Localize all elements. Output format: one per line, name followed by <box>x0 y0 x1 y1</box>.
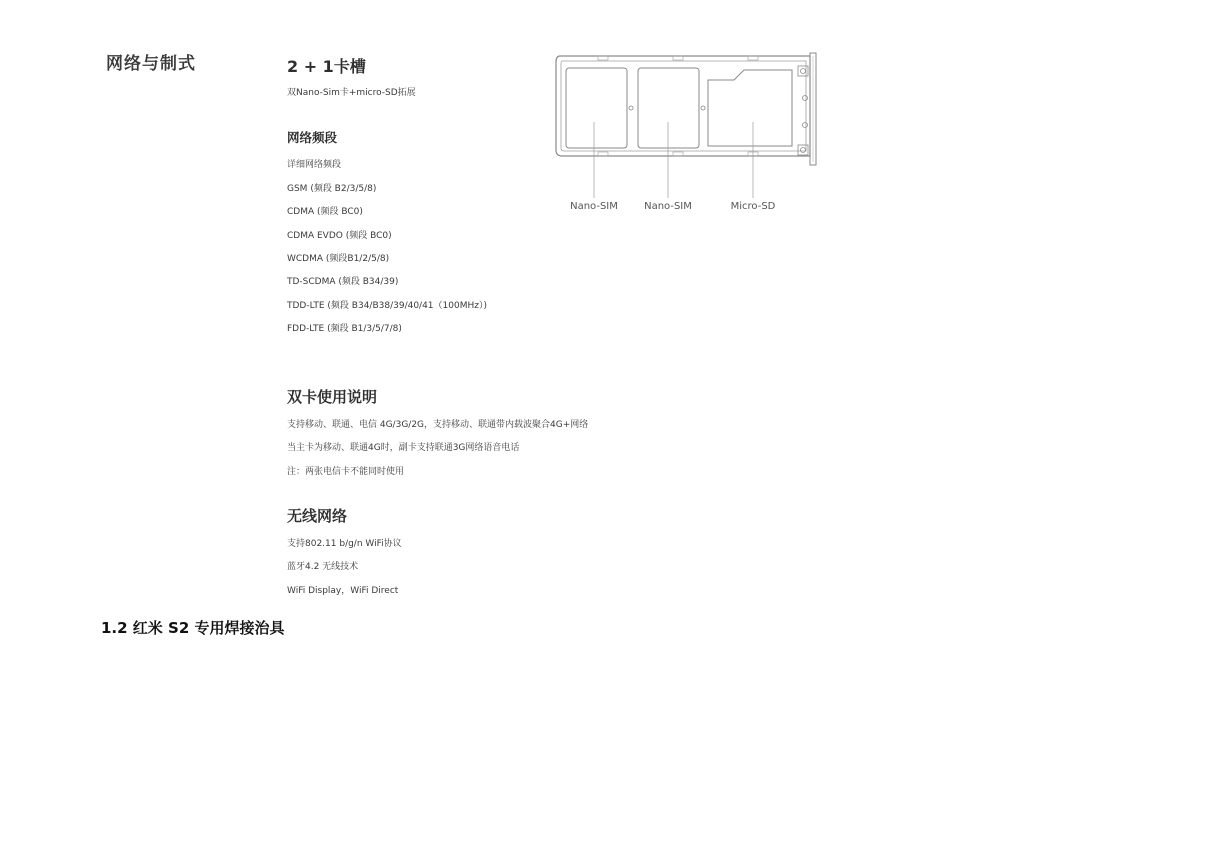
bands-line: 详细网络频段 <box>287 160 342 170</box>
section-title: 网络与制式 <box>106 54 196 74</box>
bands-line: FDD-LTE (频段 B1/3/5/7/8) <box>287 324 402 334</box>
wireless-line: 支持802.11 b/g/n WiFi协议 <box>287 539 402 549</box>
bands-line: CDMA EVDO (频段 BC0) <box>287 231 392 241</box>
wireless-line: 蓝牙4.2 无线技术 <box>287 562 359 572</box>
bands-line: TDD-LTE (频段 B34/B38/39/40/41（100MHz）) <box>287 301 487 311</box>
diagram-label-micro-sd: Micro-SD <box>730 201 776 212</box>
bands-line: GSM (频段 B2/3/5/8) <box>287 184 377 194</box>
sim-tray-diagram <box>548 48 828 218</box>
bands-line: CDMA (频段 BC0) <box>287 207 363 217</box>
slot-heading: 2 + 1卡槽 <box>287 57 366 76</box>
diagram-label-nano-sim-2: Nano-SIM <box>644 201 692 212</box>
dual-line: 当主卡为移动、联通4G时，副卡支持联通3G网络语音电话 <box>287 443 520 453</box>
diagram-label-nano-sim-1: Nano-SIM <box>570 201 618 212</box>
dual-line: 支持移动、联通、电信 4G/3G/2G，支持移动、联通带内载波聚合4G+网络 <box>287 420 589 430</box>
slot-description: 双Nano-Sim卡+micro-SD拓展 <box>287 88 416 98</box>
subsection-heading: 1.2 红米 S2 专用焊接治具 <box>101 619 285 637</box>
bands-line: TD-SCDMA (频段 B34/39) <box>287 277 399 287</box>
dual-heading: 双卡使用说明 <box>287 388 378 406</box>
dual-line: 注：两张电信卡不能同时使用 <box>287 467 405 477</box>
bands-line: WCDMA (频段B1/2/5/8) <box>287 254 390 264</box>
wireless-heading: 无线网络 <box>287 507 348 525</box>
bands-heading: 网络频段 <box>287 130 338 145</box>
wireless-line: WiFi Display，WiFi Direct <box>287 586 399 596</box>
